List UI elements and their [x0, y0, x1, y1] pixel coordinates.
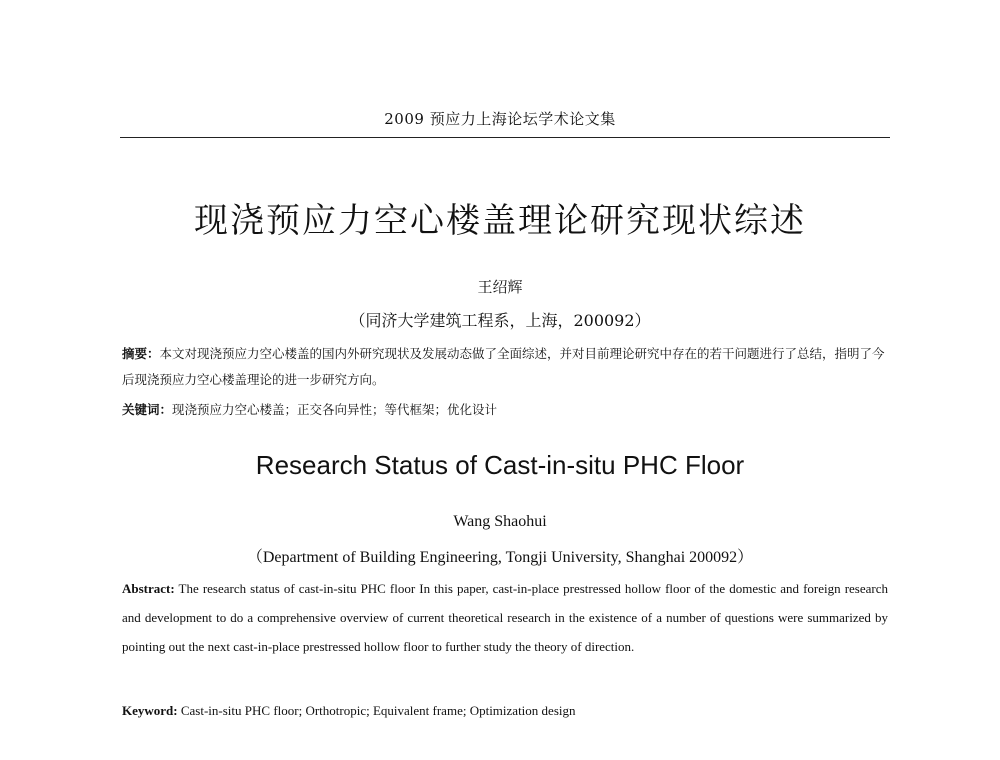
chinese-abstract-text: 本文对现浇预应力空心楼盖的国内外研究现状及发展动态做了全面综述，并对目前理论研究中存在的若干问题进行了总结，指明了今后现浇预应力空心楼盖理论的进一步研究方向。: [122, 346, 885, 387]
chinese-affiliation: （同济大学建筑工程系，上海，200092）: [349, 311, 651, 330]
chinese-title: 现浇预应力空心楼盖理论研究现状综述: [194, 201, 806, 241]
chinese-abstract: [122, 341, 890, 393]
english-keywords-label: Keyword:: [122, 703, 178, 718]
chinese-abstract-label: 摘要：: [122, 346, 160, 361]
running-header: 2009 预应力上海论坛学术论文集: [384, 110, 616, 128]
chinese-keywords-text: 现浇预应力空心楼盖；正交各向异性；等代框架；优化设计: [172, 402, 498, 417]
chinese-author: 王绍辉: [477, 278, 523, 296]
english-abstract: [122, 574, 888, 661]
english-keywords-text: Cast-in-situ PHC floor; Orthotropic; Equivalent frame; Optimization design: [177, 703, 576, 718]
chinese-keywords-label: 关键词：: [122, 402, 173, 417]
english-keywords: [122, 701, 888, 721]
english-title: Research Status of Cast-in-situ PHC Floor: [255, 450, 745, 480]
english-author: Wang Shaohui: [453, 513, 547, 530]
header-rule: [120, 137, 890, 138]
english-abstract-text: The research status of cast-in-situ PHC floor In this paper, cast-in-place prestressed hollow floor of the domestic and foreign research and development to do a comprehensive overview of current theoretical research in the existence of a number of questions were summarized by pointing out the next cast-in-place prestressed hollow floor to further study the theory of direction.: [122, 581, 888, 654]
english-abstract-label: Abstract:: [122, 581, 175, 596]
chinese-keywords: [122, 399, 890, 421]
english-affiliation: （Department of Building Engineering, Tongji University, Shanghai 200092）: [246, 549, 754, 566]
